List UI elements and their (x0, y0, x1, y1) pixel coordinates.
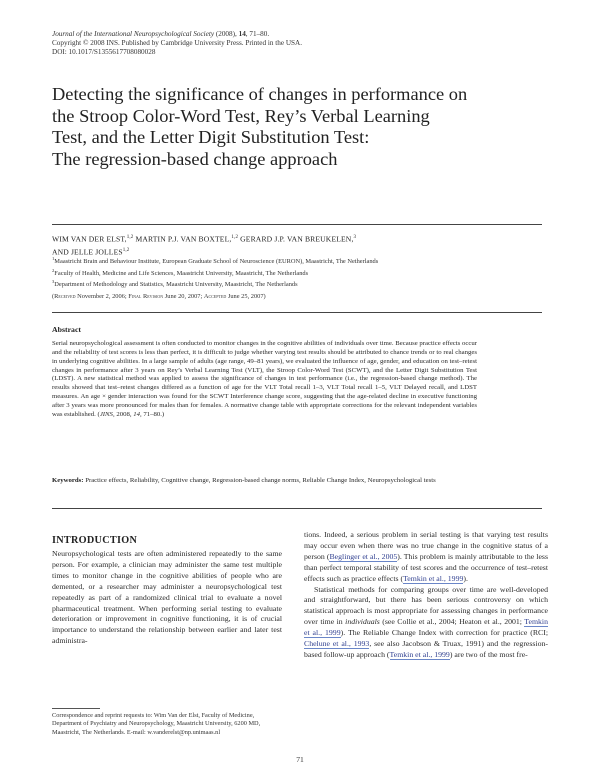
intro-right-column (304, 530, 548, 661)
article-title (52, 84, 532, 170)
paragraph: Statistical methods for comparing groups over time are well-developed and straightforward, but there has been serious controversy on which statistical approach is most appropriate for assessing changes in performance over time in individuals (see Collie et al., 2004; Heaton et al., 2001; Temkin et al., 1999). The Reliable Change Index with correction for practice (RCI; Chelune et al., 1993, see also Jacobson & Truax, 1991) and the regression-based follow-up approach (Temkin et al., 1999) are two of the most fre- (304, 584, 548, 659)
journal-name: Journal of the International Neuropsychological Society (52, 30, 215, 38)
citation-link[interactable]: Temkin et al., 1999 (389, 649, 450, 659)
title-line: The regression-based change approach (52, 148, 338, 169)
divider (52, 312, 542, 313)
copyright-line: Copyright © 2008 INS. Published by Cambridge University Press. Printed in the USA. (52, 39, 303, 48)
paragraph: tions. Indeed, a serious problem in serial testing is that varying test results may occur even when there was no true change in the cognitive status of a person (Beglinger et al., 2005). This problem is mainly attributable to the less than perfect temporal stability of test scores and the occurrence of test–retest effects such as practice effects (Temkin et al., 1999). (304, 530, 548, 583)
journal-volume: 14 (238, 30, 246, 38)
author-list: WIM VAN DER ELST,$^{1,2}$ MARTIN P.J. VAN BOXTEL,$^{1,2}$ GERARD J.P. VAN BREUKELEN,$^3$ AND JELLE JOLLES$^{1,2}$ (52, 234, 357, 257)
abstract-heading: Abstract (52, 325, 82, 334)
author-name: MARTIN P.J. VAN BOXTEL, (133, 234, 232, 244)
abstract-body: Serial neuropsychological assessment is often conducted to monitor changes in the cognitive abilities of individuals over time. Because practice effects occur and the reliability of test scores is less than perfect, it is difficult to judge whether varying test results should be attributed to chance trends or to real changes in underlying cognitive abilities. In a large sample of adults (age range, 49–81 years), we evaluated the influence of age, gender, and education on test–retest changes in performance after 3 years on Rey’s Verbal Learning Test (VLT), the Stroop Color-Word Test (SCWT), and the Letter Digit Substitution Test (LDST). A new statistical method was applied to assess the significance of changes in test performance (i.e., the regression-based change method). The results showed that test–retest changes differed as a function of age for the VLT Total recall 1–3, VLT Total recall 1–5, VLT Delayed recall, and LDST measures. An age × gender interaction was found for the SCWT Interference change score, suggesting that the age-related decline in executive functioning after 3 years was more pronounced for males than for females. A normative change table with appropriate corrections for the relevant independent variables was established. (JINS, 2008, 14, 71–80.) (52, 340, 477, 418)
title-line: the Stroop Color-Word Test, Rey’s Verbal Learning (52, 105, 430, 126)
journal-header (52, 30, 552, 58)
citation-link[interactable]: Chelune et al., 1993 (304, 639, 370, 649)
affiliation: $^2$Faculty of Health, Medicine and Life Sciences, Maastricht University, Maastricht, The Netherlands (52, 267, 309, 277)
title-line: Test, and the Letter Digit Substitution Test: (52, 127, 370, 148)
journal-citation: Journal of the International Neuropsychological Society (2008), 14, 71–80. (52, 30, 270, 38)
keywords-label: Keywords: (52, 477, 84, 484)
correspondence-footnote: Correspondence and reprint requests to: Wim Van der Elst, Faculty of Medicine, Department of Psychiatry and Neuropsychology, Maastricht University, 6200 MD, Maastricht, The Netherlands. E-mail: w.vanderelst@np.unimaas.nl (52, 712, 261, 736)
citation-link[interactable]: Temkin et al., 1999 (403, 573, 464, 583)
page-number: 71 (296, 755, 304, 764)
section-heading-introduction: INTRODUCTION (52, 535, 138, 546)
affiliations (52, 255, 547, 290)
footnote-divider (52, 708, 100, 709)
received-dates: (Received November 2, 2006; Final Revision June 20, 2007; Accepted June 25, 2007) (52, 293, 266, 300)
intro-left-column: Neuropsychological tests are often administered repeatedly to the same person. For example, a clinician may administer the same test multiple times to monitor change in the cognitive abilities of people who are demented, or a researcher may administer a neuropsychological test repeatedly as part of a randomized clinical trial to evaluate a novel pharmaceutical treatment. When performing serial testing to evaluate deterioration or improvement in cognitive functioning, it is of crucial importance to understand the relationship between earlier and later test administra- (52, 549, 282, 646)
citation-link[interactable]: Beglinger et al., 2005 (329, 551, 398, 561)
author-name: WIM VAN DER ELST, (52, 234, 127, 244)
affiliation: $^1$Maastricht Brain and Behaviour Institute, European Graduate School of Neuroscience (EURON), Maastricht, The Netherlands (52, 256, 379, 266)
title-line: Detecting the significance of changes in performance on (52, 84, 468, 104)
divider (52, 508, 542, 509)
affiliation: $^3$Department of Methodology and Statistics, Maastricht University, Maastricht, The Netherlands (52, 279, 298, 289)
citation-link[interactable]: Temkin et al., 1999 (304, 617, 548, 638)
divider (52, 224, 542, 225)
author-name: GERARD J.P. VAN BREUKELEN, (238, 234, 354, 244)
doi-line: DOI: 10.1017/S1355617708080028 (52, 48, 156, 57)
keywords: Keywords: Practice effects, Reliability, Cognitive change, Regression-based change norms, Reliable Change Index, Neuropsychological tests (52, 477, 436, 484)
author-name: JELLE JOLLES (68, 247, 123, 257)
